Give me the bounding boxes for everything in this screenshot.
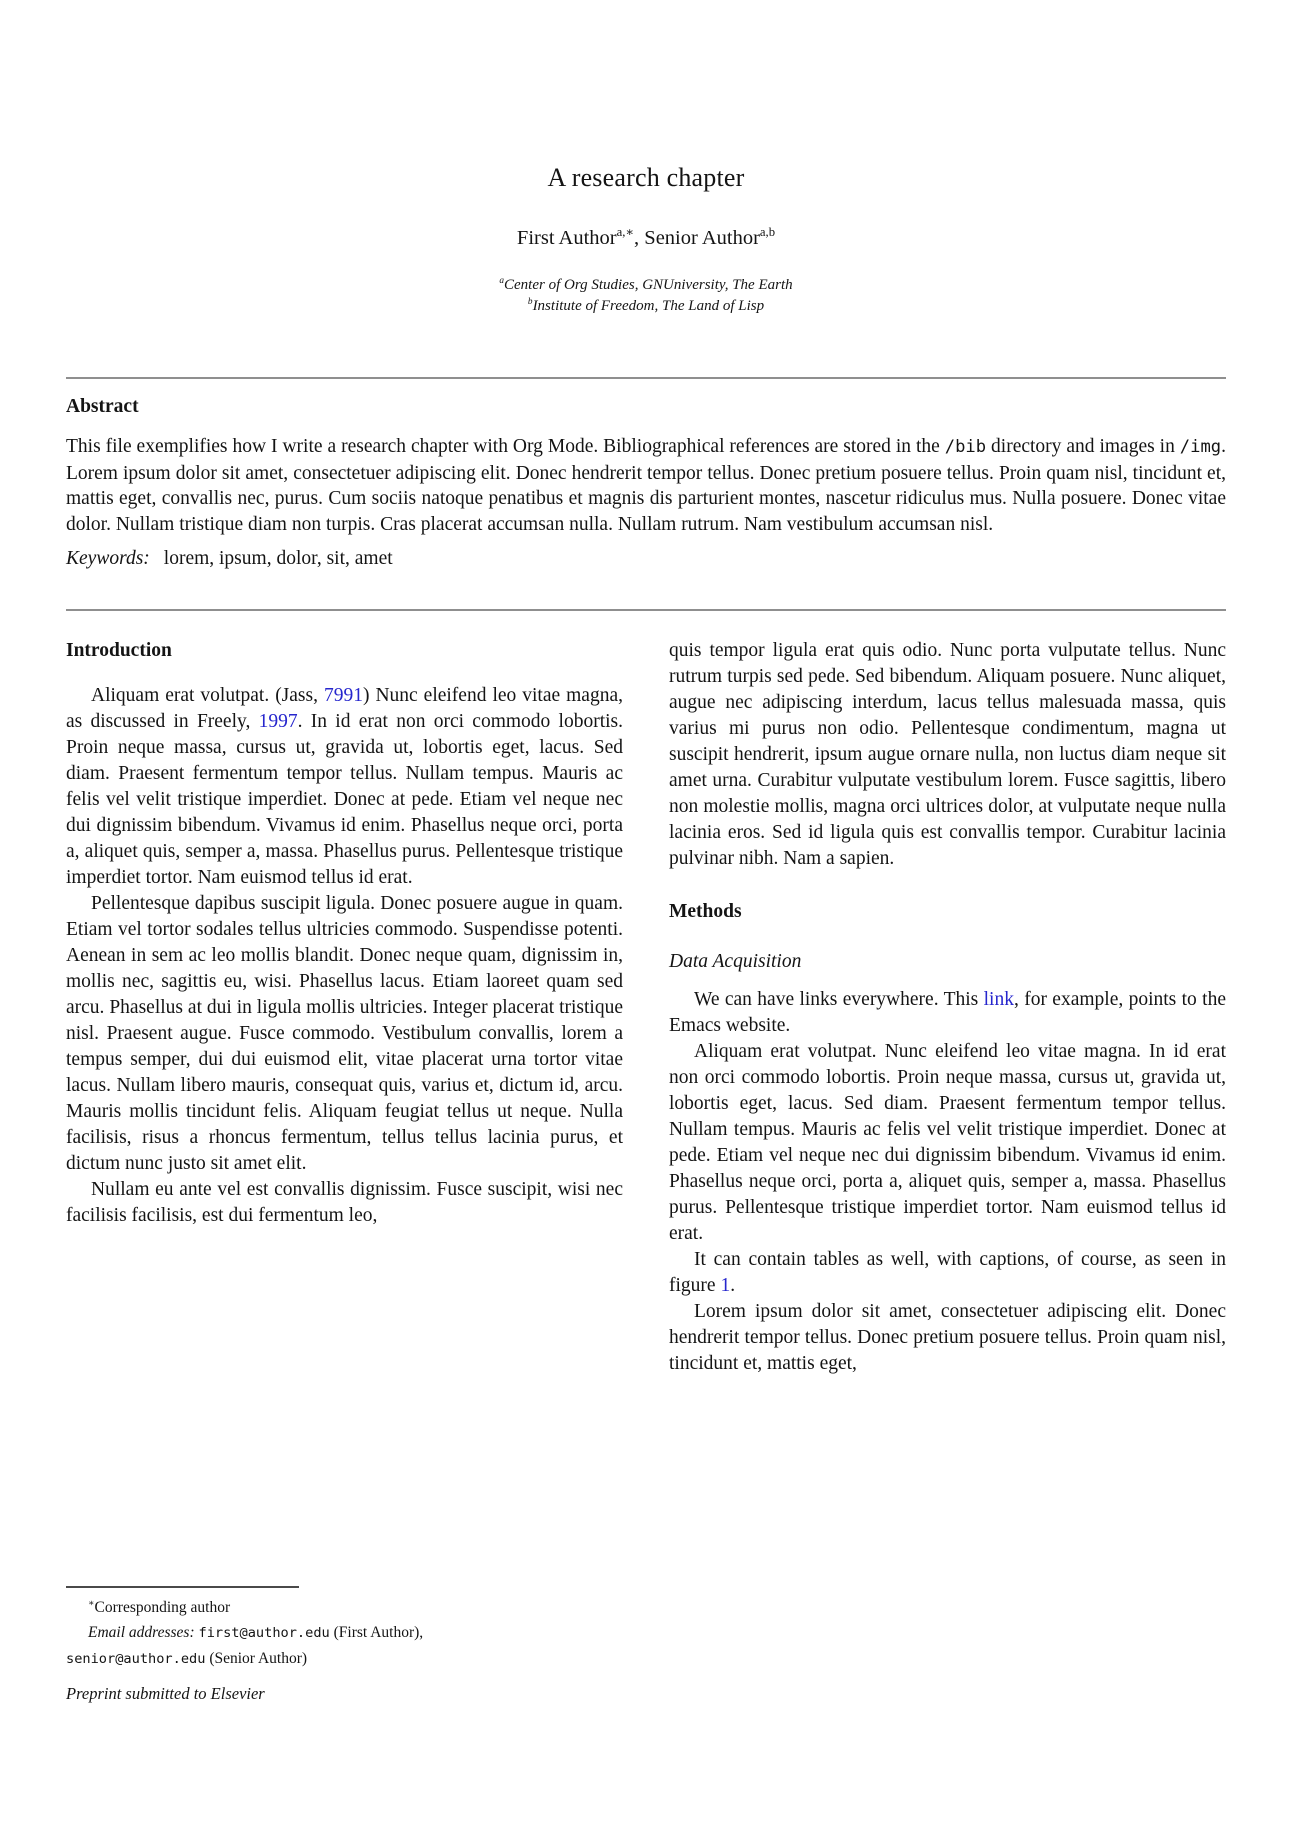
inline-text: . (730, 1275, 736, 1296)
inline-text: (Senior Author) (205, 1649, 308, 1667)
inline-link[interactable]: 7991 (323, 685, 363, 706)
inline-text: Pellentesque dapibus suscipit ligula. Donec posuere augue in quam. Etiam vel tortor sodales tellus ultricies commodo. Suspendisse potenti. Aenean in sem ac leo mollis blandit. Donec neque quam, dignissim in, mollis nec, sagittis eu, wisi. Phasellus lacus. Etiam laoreet quam sed arcu. Phasellus at dui in ligula mollis ultricies. Integer placerat tristique nisl. Praesent augue. Fusce commodo. Vestibulum convallis, lorem a tempus semper, dui dui euismod elit, vitae placerat urna tortor vitae lacus. Nullam libero mauris, consequat quis, varius et, dictum id, arcu. Mauris mollis tincidunt felis. Aliquam feugiat tellus ut neque. Nulla facilisis, risus a rhoncus fermentum, tellus tellus lacinia purus, et dictum nunc justo sit amet elit. (66, 893, 623, 1174)
affiliations (0, 275, 1292, 317)
two-column-body (66, 638, 1226, 1377)
inline-text: directory and images in (986, 436, 1180, 457)
preprint-notice: Preprint submitted to Elsevier (66, 1684, 265, 1703)
section-heading: Introduction (66, 640, 172, 661)
inline-text: , for example, points to the Emacs website. (669, 989, 1226, 1036)
section-heading: Methods (669, 901, 742, 922)
inline-link[interactable]: 1997 (258, 711, 298, 732)
email-addresses-line-2 (66, 1646, 623, 1672)
divider-top (66, 377, 1226, 379)
inline-text: Lorem ipsum dolor sit amet, consectetuer adipiscing elit. Donec hendrerit tempor tellus. Donec pretium posuere tellus. Proin quam nisl, tincidunt et, mattis eget, (669, 1301, 1226, 1374)
affiliation-a (0, 275, 1292, 296)
inline-link[interactable]: link (983, 989, 1014, 1010)
footnote-rule (66, 1586, 299, 1588)
inline-code: /img (1179, 437, 1222, 457)
inline-text: (First Author), (329, 1623, 424, 1641)
abstract-section (66, 396, 1226, 570)
inline-link[interactable]: 1 (720, 1275, 731, 1296)
corresponding-author-note (66, 1595, 623, 1620)
paragraph (66, 891, 623, 1177)
inline-text: This file exemplifies how I write a research chapter with Org Mode. Bibliographical references are stored in the (66, 436, 945, 457)
keywords-line (66, 548, 1226, 570)
inline-text: It can contain tables as well, with captions, of course, as seen in figure (669, 1249, 1226, 1296)
left-column (66, 638, 623, 1377)
inline-text: ) Nunc eleifend leo vitae magna, as discussed in Freely, (66, 685, 623, 732)
inline-text: . In id erat non orci commodo lobortis. Proin neque massa, cursus ut, gravida ut, lobortis eget, lacus. Sed diam. Praesent fermentum tempor tellus. Nullam tempus. Mauris ac felis vel velit tristique imperdiet. Donec at pede. Etiam vel neque nec dui dignissim bibendum. Vivamus id enim. Phasellus neque orci, porta a, aliquet quis, semper a, massa. Phasellus purus. Pellentesque tristique imperdiet tortor. Nam euismod tellus id erat. (66, 711, 623, 888)
paragraph (669, 1247, 1226, 1299)
paper-header (0, 163, 1292, 317)
paragraph (66, 1177, 623, 1229)
inline-text: , Senior Author (634, 227, 760, 249)
inline-text: Corresponding author (94, 1598, 231, 1616)
subsection-heading: Data Acquisition (669, 951, 802, 972)
inline-text: Nullam eu ante vel est convallis dignissim. Fusce suscipit, wisi nec facilisis facilisis, est dui fermentum leo, (66, 1179, 623, 1226)
email-addresses-line (66, 1620, 623, 1646)
inline-code: senior@author.edu (66, 1650, 206, 1667)
paragraph (66, 683, 623, 891)
inline-code: /bib (944, 437, 987, 457)
abstract-paragraph (66, 434, 1226, 537)
right-column (669, 638, 1226, 1377)
paragraph (669, 1299, 1226, 1377)
superscript: a,∗ (616, 225, 635, 240)
footnote-block (66, 1586, 623, 1672)
paragraph (669, 987, 1226, 1039)
affiliation-b (0, 296, 1292, 317)
inline-text: Aliquam erat volutpat. Nunc eleifend leo vitae magna. In id erat non orci commodo lobortis. Proin neque massa, cursus ut, gravida ut, lobortis eget, lacus. Sed diam. Praesent fermentum tempor tellus. Nullam tempus. Mauris ac felis vel velit tristique imperdiet. Donec at pede. Etiam vel neque nec dui dignissim bibendum. Vivamus id enim. Phasellus neque orci, porta a, aliquet quis, semper a, massa. Phasellus purus. Pellentesque tristique imperdiet tortor. Nam euismod tellus id erat. (669, 1041, 1226, 1244)
paragraph (669, 1039, 1226, 1247)
inline-text: . Lorem ipsum dolor sit amet, consectetuer adipiscing elit. Donec hendrerit tempor tellus. Donec pretium posuere tellus. Proin quam nisl, tincidunt et, mattis eget, convallis nec, purus. Cum sociis natoque penatibus et magnis dis parturient montes, nascetur ridiculus mus. Nulla posuere. Donec vitae dolor. Nullam tristique diam non turpis. Cras placerat accumsan nulla. Nullam rutrum. Nam vestibulum accumsan nisl. (66, 436, 1226, 535)
keywords-list: lorem, ipsum, dolor, sit, amet (163, 548, 393, 569)
superscript: b (527, 297, 533, 307)
inline-italic: Email addresses: (88, 1623, 199, 1641)
paragraph (669, 638, 1226, 872)
inline-text: First Author (516, 227, 617, 249)
inline-text: Aliquam erat volutpat. (Jass, (91, 685, 324, 706)
divider-mid (66, 609, 1226, 611)
superscript: ∗ (88, 1597, 95, 1609)
superscript: a,b (759, 225, 776, 240)
inline-code: first@author.edu (198, 1624, 330, 1641)
inline-text: Institute of Freedom, The Land of Lisp (532, 298, 765, 314)
superscript: a (499, 276, 505, 286)
authors-line (0, 227, 1292, 250)
inline-text: quis tempor ligula erat quis odio. Nunc porta vulputate tellus. Nunc rutrum turpis sed pede. Sed bibendum. Aliquam posuere. Nunc aliquet, augue nec adipiscing interdum, lacus tellus malesuada massa, quis varius mi purus non odio. Pellentesque condimentum, magna ut suscipit hendrerit, ipsum augue ornare nulla, non luctus diam neque sit amet urna. Curabitur vulputate vestibulum lorem. Fusce sagittis, libero non molestie mollis, magna orci ultrices dolor, at vulputate neque nulla lacinia eros. Sed id ligula quis est convallis tempor. Curabitur lacinia pulvinar nibh. Nam a sapien. (669, 640, 1226, 869)
inline-text: We can have links everywhere. This (694, 989, 984, 1010)
inline-text: Center of Org Studies, GNUniversity, The Earth (504, 277, 793, 293)
keywords-label: Keywords: (66, 548, 150, 569)
abstract-heading: Abstract (66, 396, 139, 417)
paper-title: A research chapter (547, 163, 745, 192)
